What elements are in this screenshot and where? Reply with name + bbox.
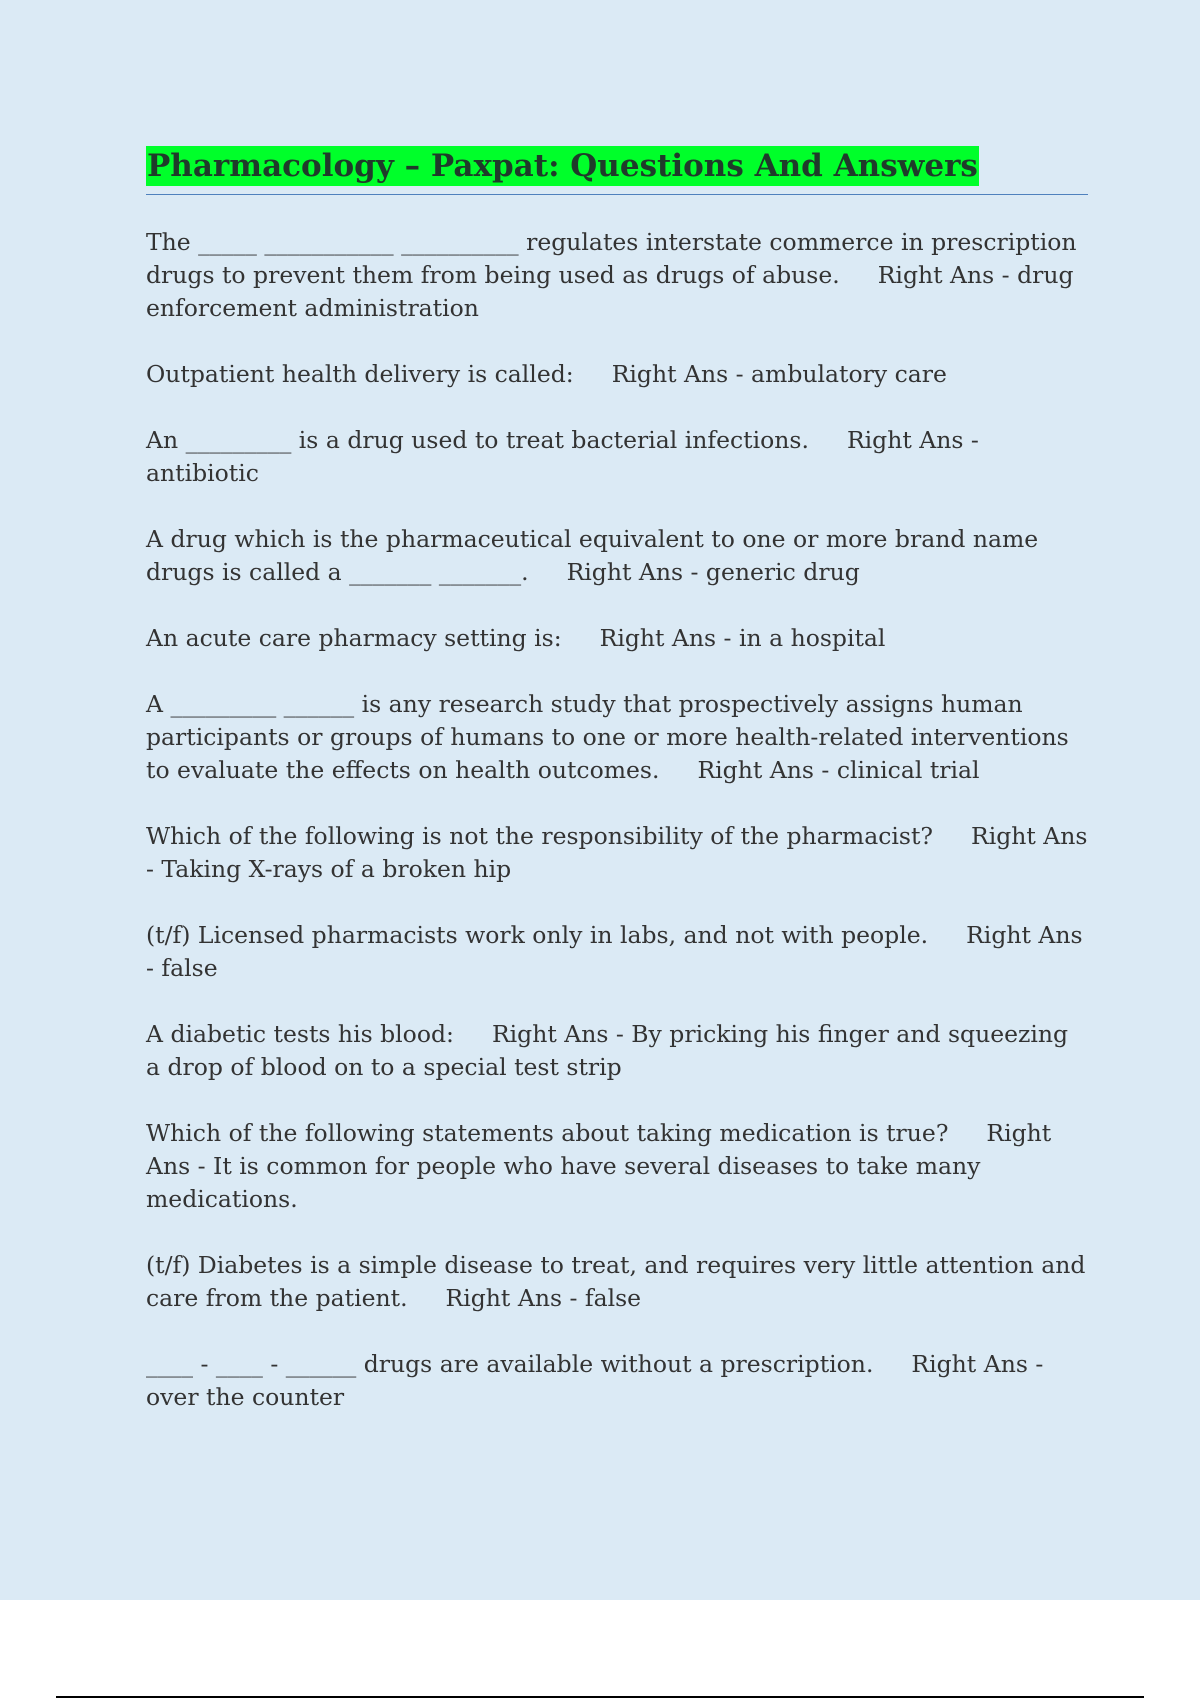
- question-text: (t/f) Licensed pharmacists work only in labs, and not with people.: [146, 921, 929, 949]
- question-text: The _____ ___________ __________ regulates interstate commerce in prescription drugs to prevent them from being used as drugs of abuse.: [146, 228, 1077, 289]
- qa-item: [146, 226, 1088, 325]
- document-title: Pharmacology – Paxpat: Questions And Answers: [147, 148, 978, 184]
- qa-item: [146, 1018, 1088, 1084]
- qa-item: [146, 424, 1088, 490]
- answer-text: Right Ans - false: [146, 921, 1083, 982]
- answer-text: Right Ans - drug enforcement administration: [146, 261, 1074, 322]
- question-text: Which of the following is not the responsibility of the pharmacist?: [146, 822, 933, 850]
- question-text: Outpatient health delivery is called:: [146, 360, 574, 388]
- answer-text: Right Ans - in a hospital: [599, 624, 886, 652]
- title-block: [146, 146, 1088, 195]
- answer-text: Right Ans - clinical trial: [697, 756, 980, 784]
- qa-item: [146, 358, 1088, 391]
- question-text: An _________ is a drug used to treat bacterial infections.: [146, 426, 809, 454]
- question-text: Which of the following statements about taking medication is true?: [146, 1119, 949, 1147]
- question-text: A drug which is the pharmaceutical equivalent to one or more brand name drugs is called a _______ _______.: [146, 525, 1039, 586]
- question-text: A diabetic tests his blood:: [146, 1020, 454, 1048]
- qa-item: [146, 1117, 1088, 1216]
- answer-text: Right Ans - false: [445, 1284, 642, 1312]
- qa-list: [146, 226, 1088, 1447]
- qa-item: [146, 622, 1088, 655]
- answer-text: Right Ans - By pricking his finger and squeezing a drop of blood on to a special test strip: [146, 1020, 1069, 1081]
- page-divider: [56, 1696, 1144, 1698]
- answer-text: Right Ans - generic drug: [566, 558, 860, 586]
- question-text: (t/f) Diabetes is a simple disease to treat, and requires very little attention and care from the patient.: [146, 1251, 1086, 1312]
- question-text: A _________ ______ is any research study that prospectively assigns human participants or groups of humans to one or more health-related interventions to evaluate the effects on health outcomes.: [146, 690, 1069, 784]
- answer-text: Right Ans - Taking X-rays of a broken hip: [146, 822, 1088, 883]
- qa-item: [146, 1249, 1088, 1315]
- question-text: ____ - ____ - ______ drugs are available without a prescription.: [146, 1350, 874, 1378]
- answer-text: Right Ans - It is common for people who have several diseases to take many medications.: [146, 1119, 1052, 1213]
- question-text: An acute care pharmacy setting is:: [146, 624, 562, 652]
- qa-item: [146, 919, 1088, 985]
- qa-item: [146, 820, 1088, 886]
- answer-text: Right Ans - ambulatory care: [611, 360, 947, 388]
- qa-item: [146, 1348, 1088, 1414]
- answer-text: Right Ans - antibiotic: [146, 426, 979, 487]
- answer-text: Right Ans - over the counter: [146, 1350, 1044, 1411]
- qa-item: [146, 688, 1088, 787]
- qa-item: [146, 523, 1088, 589]
